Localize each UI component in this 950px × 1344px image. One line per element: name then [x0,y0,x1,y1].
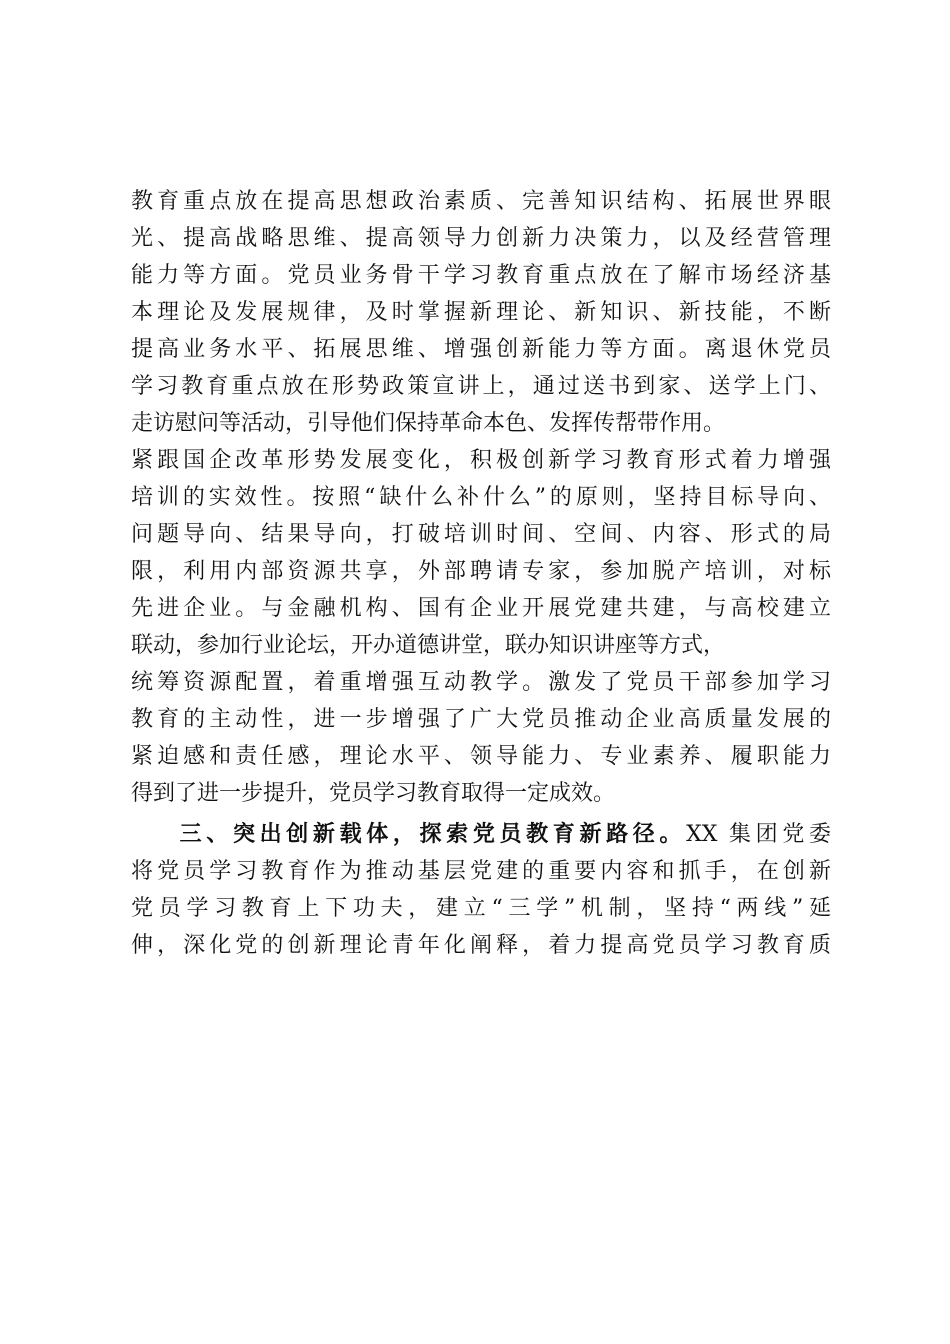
text-line: 学习教育重点放在形势政策宣讲上，通过送书到家、送学上门、 [131,374,831,399]
text-line: 先进企业。与金融机构、国有企业开展党建共建，与高校建立 [131,596,831,621]
text-line: 紧迫感和责任感，理论水平、领导能力、专业素养、履职能力 [131,744,831,769]
section-heading-line [131,816,831,853]
document-body [131,183,831,964]
text-line: 本理论及发展规律，及时掌握新理论、新知识、新技能，不断 [131,300,831,325]
paragraph-2 [131,816,831,964]
text-line: 伸，深化党的创新理论青年化阐释，着力提高党员学习教育质 [131,933,831,958]
text-line: 教育重点放在提高思想政治素质、完善知识结构、拓展世界眼 [131,189,831,214]
section-heading: 三、突出创新载体，探索党员教育新路径。 [175,822,687,847]
text-line: 党员学习教育上下功夫，建立“三学”机制，坚持“两线”延 [131,896,831,921]
text-line: 紧跟国企改革形势发展变化，积极创新学习教育形式着力增强 [131,448,831,473]
text-line: 统筹资源配置，着重增强互动教学。激发了党员干部参加学习 [131,670,831,695]
text-line: 教育的主动性，进一步增强了广大党员推动企业高质量发展的 [131,707,831,732]
text-line: 能力等方面。党员业务骨干学习教育重点放在了解市场经济基 [131,263,831,288]
text-line: 提高业务水平、拓展思维、增强创新能力等方面。离退休党员 [131,337,831,362]
text-run: XX 集团党委 [686,822,831,847]
text-line: 培训的实效性。按照“缺什么补什么”的原则，坚持目标导向、 [131,485,831,510]
text-line: 走访慰问等活动，引导他们保持革命本色、发挥传帮带作用。 [131,411,726,436]
text-line: 光、提高战略思维、提高领导力创新力决策力，以及经营管理 [131,226,831,251]
text-line: 限，利用内部资源共享，外部聘请专家，参加脱产培训，对标 [131,559,831,584]
text-line: 将党员学习教育作为推动基层党建的重要内容和抓手，在创新 [131,859,831,884]
paragraph-1 [131,183,831,812]
text-line: 问题导向、结果导向，打破培训时间、空间、内容、形式的局 [131,522,831,547]
text-line: 得到了进一步提升，党员学习教育取得一定成效。 [131,781,616,806]
text-line: 联动，参加行业论坛，开办道德讲堂，联办知识讲座等方式， [131,633,726,658]
